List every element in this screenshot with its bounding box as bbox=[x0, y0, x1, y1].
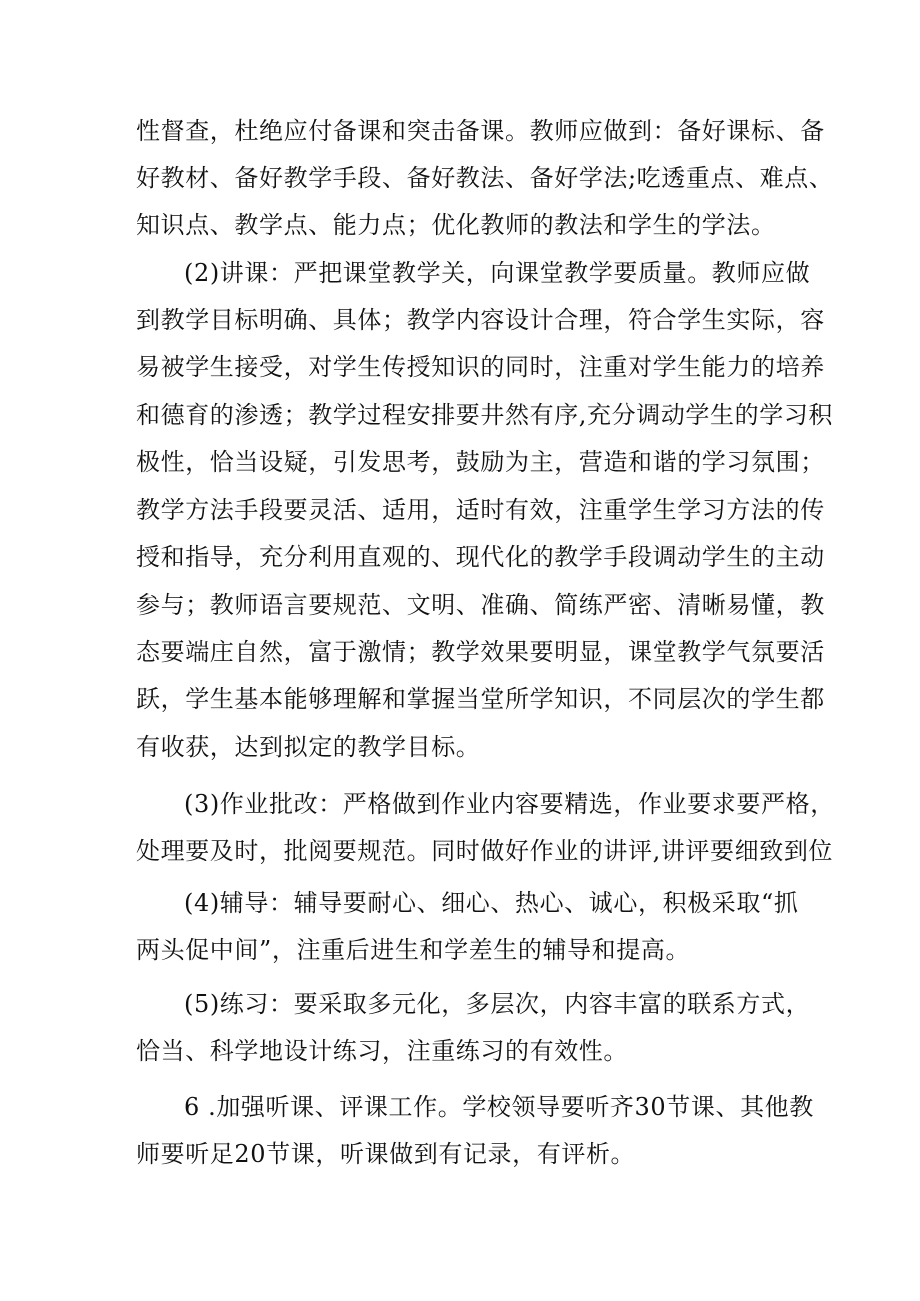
text-line: 恰当、科学地设计练习，注重练习的有效性。 bbox=[136, 1037, 628, 1065]
text-line: 极性，恰当设疑，引发思考，鼓励为主，营造和谐的学习氛围； bbox=[136, 448, 825, 476]
text-line: 授和指导，充分利用直观的、现代化的教学手段调动学生的主动 bbox=[136, 543, 825, 571]
paragraph-heading-lecture: (2)讲课：严把课堂教学关，向课堂教学要质量。教师应做 bbox=[184, 259, 811, 287]
text-line: 到教学目标明确、具体；教学内容设计合理，符合学生实际，容 bbox=[136, 306, 825, 334]
paragraph-heading-observation: 6 .加强听课、评课工作。学校领导要听齐30节课、其他教 bbox=[184, 1093, 814, 1121]
text-line: 参与；教师语言要规范、文明、准确、简练严密、清晰易懂，教 bbox=[136, 591, 825, 619]
text-line: 态要端庄自然，富于激情；教学效果要明显，课堂教学气氛要活 bbox=[136, 638, 825, 666]
paragraph-heading-homework: (3)作业批改：严格做到作业内容要精选，作业要求要严格， bbox=[184, 790, 835, 818]
text-line: 好教材、备好教学手段、备好教法、备好学法;吃透重点、难点、 bbox=[136, 164, 834, 192]
text-line: 和德育的渗透；教学过程安排要井然有序,充分调动学生的学习积 bbox=[136, 401, 834, 429]
text-line: 知识点、教学点、能力点；优化教师的教法和学生的学法。 bbox=[136, 211, 776, 239]
text-line: 有收获，达到拟定的教学目标。 bbox=[136, 733, 481, 761]
text-line: 教学方法手段要灵活、适用，适时有效，注重学生学习方法的传 bbox=[136, 496, 825, 524]
text-line: 两头促中间”，注重后进生和学差生的辅导和提高。 bbox=[136, 936, 691, 964]
text-line: 处理要及时，批阅要规范。同时做好作业的讲评,讲评要细致到位 bbox=[136, 837, 834, 865]
text-line: 跃，学生基本能够理解和掌握当堂所学知识，不同层次的学生都 bbox=[136, 685, 825, 713]
paragraph-heading-tutoring: (4)辅导：辅导要耐心、细心、热心、诚心，积极采取“抓 bbox=[184, 889, 799, 917]
text-line: 师要听足20节课，听课做到有记录，有评析。 bbox=[136, 1140, 636, 1168]
paragraph-heading-practice: (5)练习：要采取多元化，多层次，内容丰富的联系方式， bbox=[184, 990, 811, 1018]
text-line: 性督查，杜绝应付备课和突击备课。教师应做到：备好课标、备 bbox=[136, 117, 825, 145]
text-line: 易被学生接受，对学生传授知识的同时，注重对学生能力的培养 bbox=[136, 353, 825, 381]
